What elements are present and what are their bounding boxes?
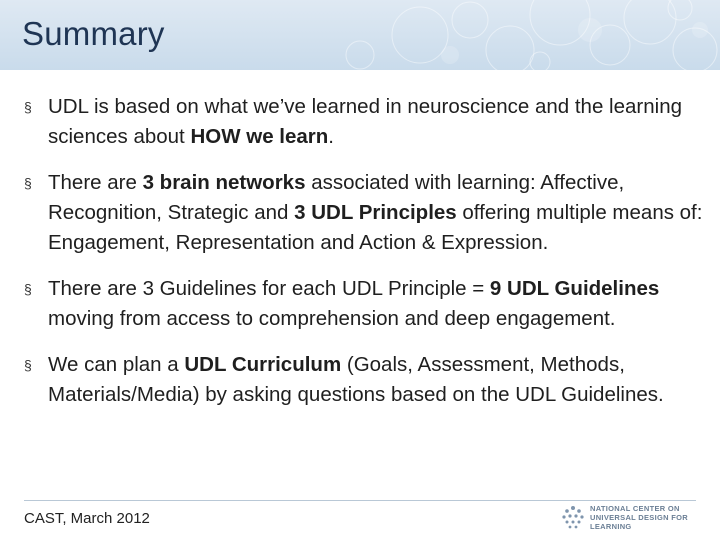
bullet-item (24, 92, 704, 152)
udl-logo-line2: UNIVERSAL DESIGN FOR LEARNING (590, 513, 688, 531)
bullet-item (24, 350, 704, 410)
udl-logo-text (590, 504, 700, 531)
bullet-marker: § (24, 175, 32, 191)
bullet-item (24, 274, 704, 334)
bullet-list (24, 92, 704, 426)
slide-header (0, 0, 720, 70)
udl-logo (560, 502, 700, 534)
bullet-text: (Goals, Assessment, Methods, Materials/Media) by asking questions based on the UDL Guidelines. (48, 353, 664, 406)
bullet-text: . (328, 125, 334, 148)
udl-logo-icon (560, 504, 586, 532)
bullet-marker: § (24, 99, 32, 115)
bullet-text: moving from access to comprehension and deep engagement. (48, 307, 616, 330)
bullet-text: There are (48, 171, 143, 194)
bullet-emphasis: 3 brain networks (142, 171, 306, 194)
bullet-emphasis: HOW we learn (190, 125, 329, 148)
bullet-text: offering multiple means of: Engagement, Representation and Action & Expression. (48, 201, 703, 254)
bullet-emphasis: UDL Curriculum (184, 353, 342, 376)
bullet-emphasis: 3 UDL Principles (294, 201, 457, 224)
bullet-item (24, 168, 704, 258)
udl-logo-line1: NATIONAL CENTER ON (590, 504, 680, 513)
bullet-text: UDL is based on what we’ve learned in neuroscience and the learning sciences about (48, 95, 682, 148)
slide-title: Summary (22, 15, 165, 52)
bullet-text: associated with learning: Affective, Recognition, Strategic and (48, 171, 625, 224)
bullet-text: There are 3 Guidelines for each UDL Principle = (48, 277, 490, 300)
bullet-marker: § (24, 281, 32, 297)
bullet-emphasis: 9 UDL Guidelines (489, 277, 660, 300)
footer-credit: CAST, March 2012 (24, 510, 150, 527)
bullet-marker: § (24, 357, 32, 373)
footer-divider (24, 500, 696, 501)
bullet-text: We can plan a (48, 353, 185, 376)
